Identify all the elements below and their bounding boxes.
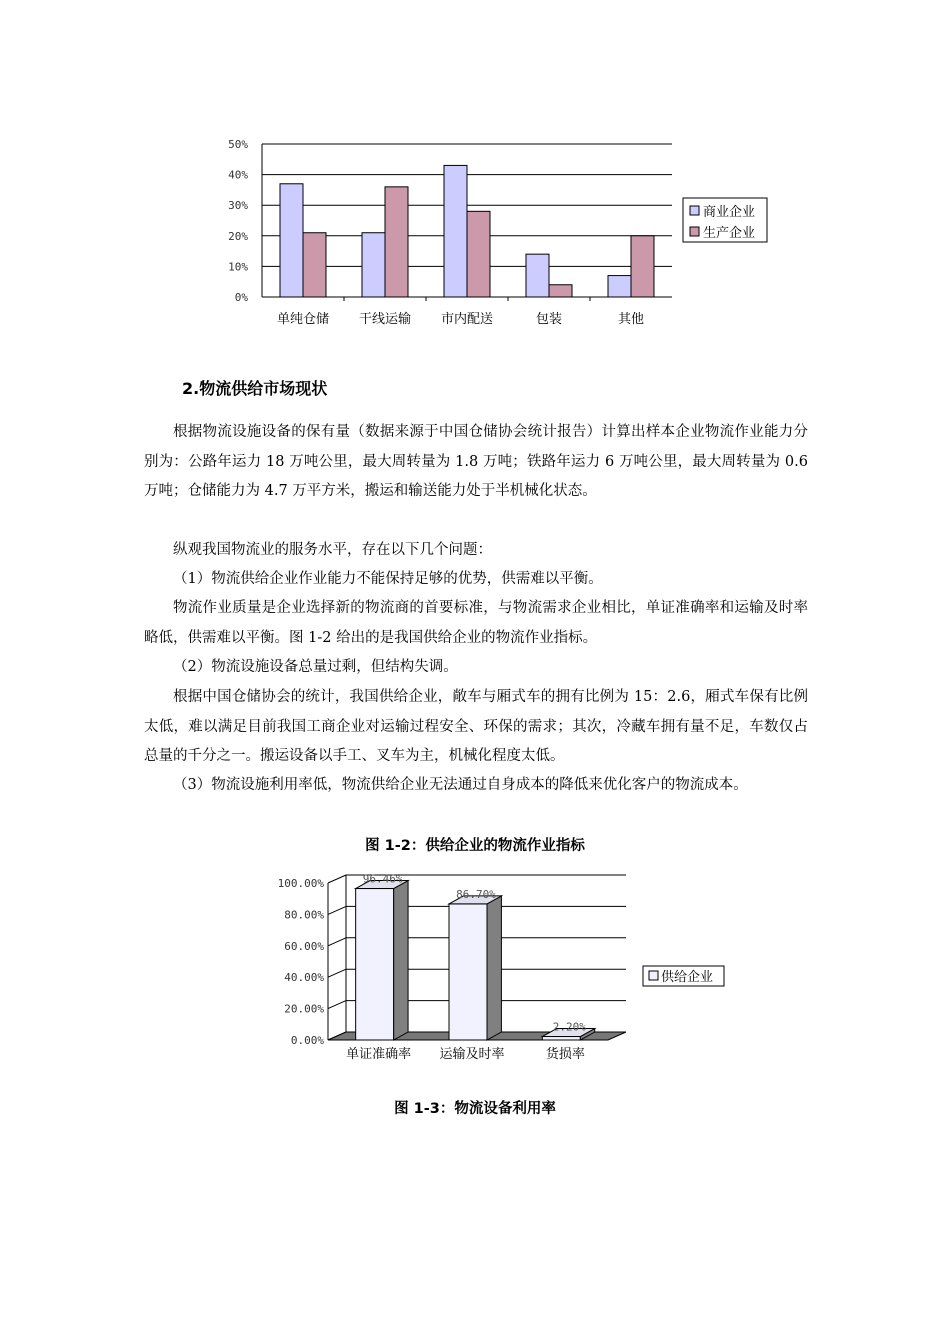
y-tick-label: 10% — [228, 260, 248, 274]
y-tick-label: 80.00% — [284, 908, 324, 922]
bar-front — [449, 904, 487, 1040]
data-label: 86.70% — [456, 887, 496, 901]
x-category-label: 单纯仓储 — [276, 312, 330, 327]
y-tick-label: 30% — [228, 199, 248, 213]
x-category-label: 货损率 — [545, 1047, 585, 1062]
paragraph-overview: 纵观我国物流业的服务水平，存在以下几个问题： — [173, 542, 492, 558]
bar-side — [394, 881, 408, 1040]
y-tick-label: 0% — [234, 291, 248, 304]
y-tick-label: 50% — [228, 138, 248, 151]
y-tick-label: 40.00% — [284, 971, 324, 985]
paragraph-issue-2: （2）物流设施设备总量过剩，但结构失调。 — [173, 659, 458, 675]
x-category-label: 单证准确率 — [346, 1047, 412, 1062]
bar-front — [542, 1037, 580, 1040]
y-tick-label: 60.00% — [284, 939, 324, 953]
legend-label: 商业企业 — [703, 205, 756, 220]
x-category-label: 其他 — [617, 312, 645, 327]
x-category-label: 市内配送 — [440, 312, 494, 327]
legend-swatch — [649, 971, 658, 980]
paragraph-issue-1: （1）物流供给企业作业能力不能保持足够的优势，供需难以平衡。 — [173, 571, 603, 587]
legend-label: 生产企业 — [703, 226, 756, 241]
paragraph-issue-3: （3）物流设施利用率低，物流供给企业无法通过自身成本的降低来优化客户的物流成本。 — [173, 777, 748, 793]
data-label: 96.46% — [362, 872, 403, 886]
legend-label: 供给企业 — [661, 970, 714, 985]
figure-caption-1-2: 图 1-2：供给企业的物流作业指标 — [365, 838, 585, 854]
side-gridline — [328, 1001, 346, 1009]
y-tick-label: 0.00% — [290, 1034, 324, 1047]
side-gridline — [328, 938, 346, 946]
paragraph-capacity: 根据物流设施设备的保有量（数据来源于中国仓储协会统计报告）计算出样本企业物流作业能力分别为：公路年运力 18 万吨公里，最大周转量为 1.8 万吨；铁路年运力 6 万吨公里，最大周转量为 0.6 万吨；仓储能力为 4.7 万平方米，搬运和输送能力处于半机械化状态。 — [144, 424, 808, 499]
side-gridline — [328, 969, 346, 977]
paragraph-vehicles: 根据中国仓储协会的统计，我国供给企业，敞车与厢式车的拥有比例为 15：2.6，厢式车保有比例太低，难以满足目前我国工商企业对运输过程安全、环保的需求；其次，冷藏车拥有量不足，车数仅占总量的千分之一。搬运设备以手工、叉车为主，机械化程度太低。 — [144, 689, 808, 764]
y-tick-label: 100.00% — [277, 877, 324, 890]
data-label: 2.20% — [552, 1020, 586, 1034]
y-tick-label: 20% — [228, 229, 248, 243]
bar-front — [356, 889, 394, 1040]
x-category-label: 运输及时率 — [439, 1047, 505, 1062]
figure-caption-1-3: 图 1-3：物流设备利用率 — [394, 1101, 556, 1117]
side-gridline — [328, 875, 346, 883]
section-heading: 2.物流供给市场现状 — [182, 379, 328, 398]
paragraph-quality: 物流作业质量是企业选择新的物流商的首要标准，与物流需求企业相比，单证准确率和运输及时率略低，供需难以平衡。图 1-2 给出的是我国供给企业的物流作业指标。 — [144, 600, 808, 646]
side-gridline — [328, 906, 346, 914]
y-tick-label: 20.00% — [284, 1002, 324, 1016]
y-tick-label: 40% — [228, 168, 248, 182]
x-category-label: 包装 — [535, 312, 563, 327]
bar-side — [487, 896, 501, 1040]
x-category-label: 干线运输 — [358, 312, 412, 327]
